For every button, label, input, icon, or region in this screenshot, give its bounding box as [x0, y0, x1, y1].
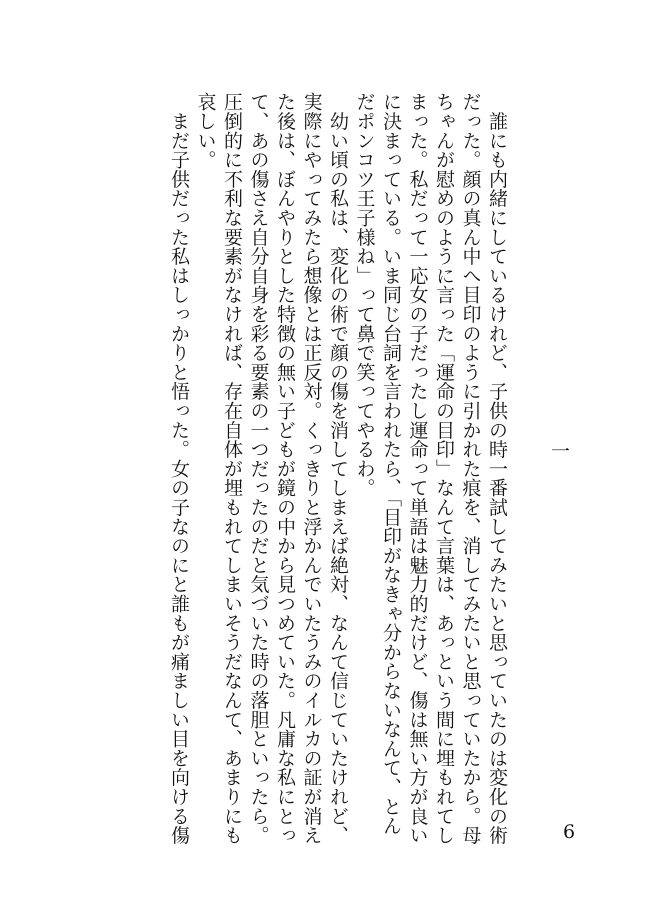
body-text [166, 92, 511, 852]
paragraph-1: 誰にも内緒にしているけれど、子供の時一番試してみたいと思っていたのは変化の術 だった。顔の真ん中へ目印のように引かれた痕を、消してみたいと思っていたから。母 ちゃんが慰めのように言った「運命の目印」なんて言葉は、あっという間に埋もれてし まった。私だって一応女の子だったし運命って単語は魅力的だけど、傷は無い方が良い に決まっている。いま同じ台詞を言われたら、「目印がなきゃ分からないなんて、とん だポンコツ王子様ね」って鼻で笑ってやるわ。 [353, 92, 508, 845]
chapter-title: 一 [548, 440, 570, 460]
page-number: 6 [562, 821, 576, 843]
paragraph-2: 幼い頃の私は、変化の術で顔の傷を消してしまえば絶対、なんて信じていたけれど、 実際にやってみたら想像とは正反対。くっきりと浮かんでいたうみのイルカの証が消え た後は、ぼんやりとした特徴の無い子どもが鏡の中から見つめていた。凡庸な私にとっ て、あの傷さえ自分自身を彩る要素の一つだったのだと気づいた時の落胆といったら。 圧倒的に不利な要素がなければ、存在自体が埋もれてしまいそうだなんて、あまりにも 哀しい。 まだ子供だった私はしっかりと悟った。女の子なのにと誰もが痛ましい目を向ける傷 [168, 92, 349, 845]
